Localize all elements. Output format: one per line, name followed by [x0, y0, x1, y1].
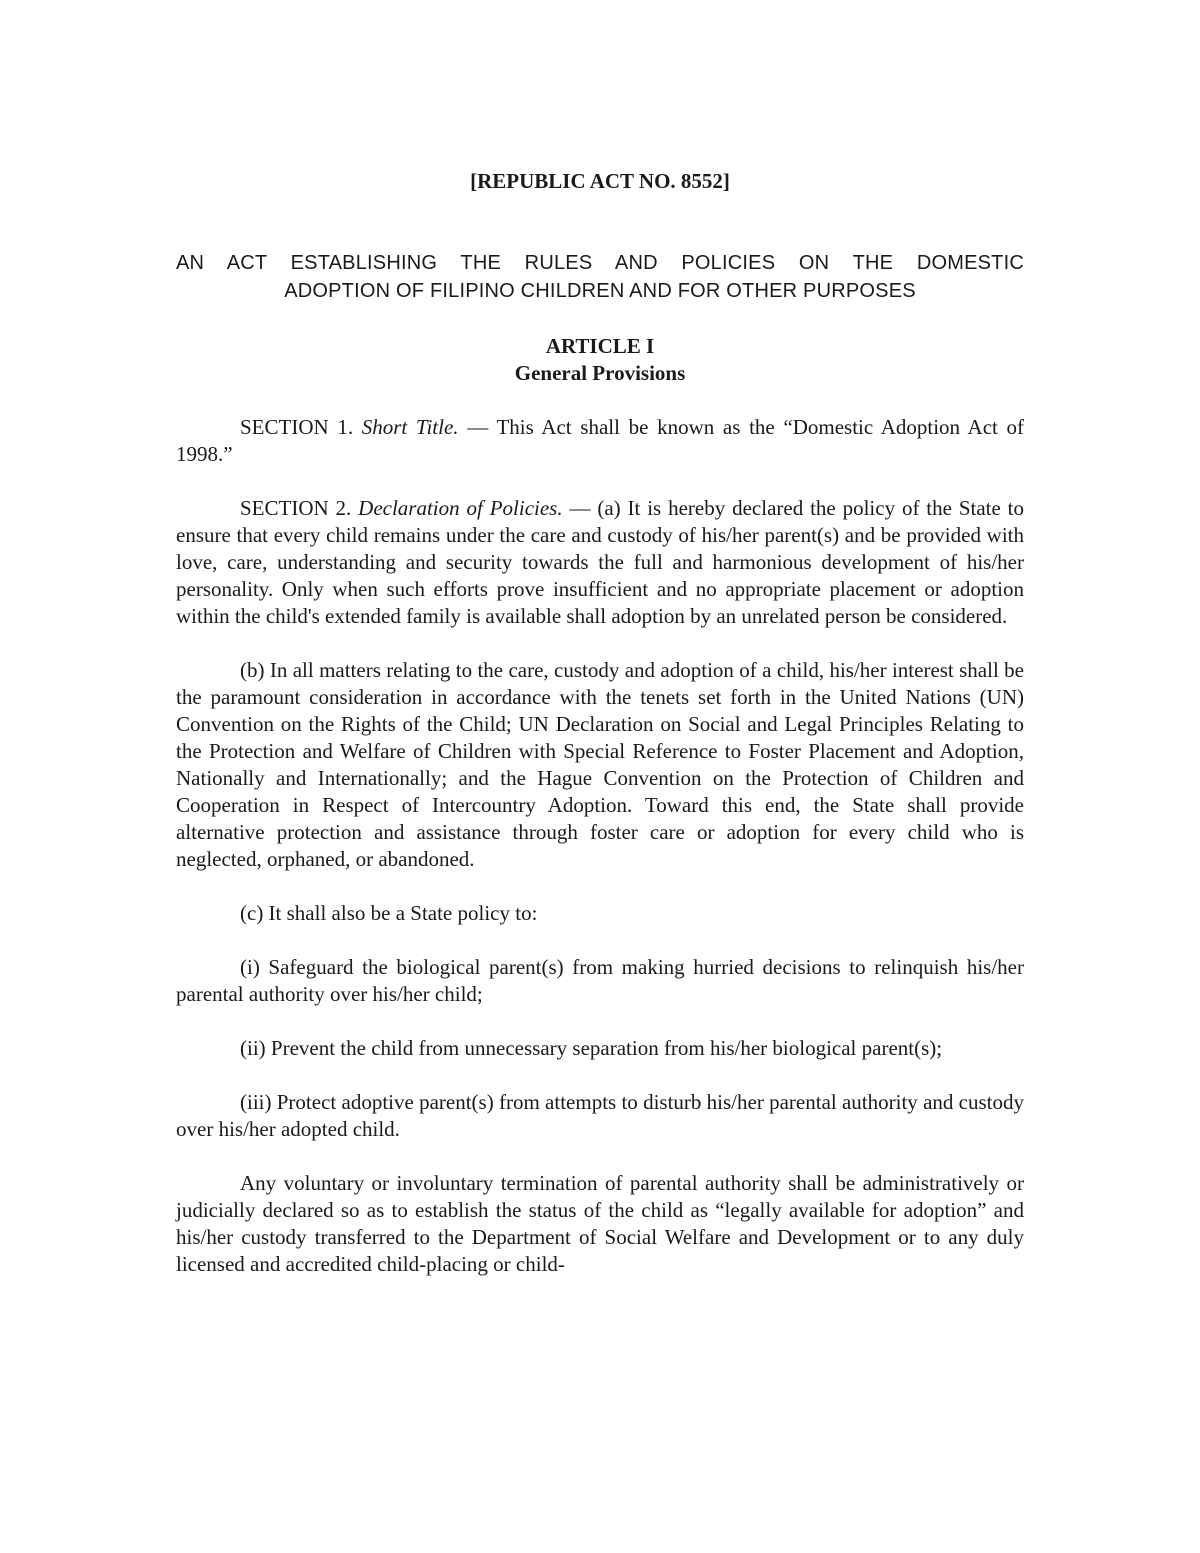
- section-2-para-a-text: — (a) It is hereby declared the policy of the State to ensure that every child remains under the care and custody of his/her parent(s) and be provided with love, care, understanding and security towards the full and harmonious development of his/her personality. Only when such efforts prove insufficient and no appropriate placement or adoption within the child's extended family is available shall adoption by an unrelated person be considered.: [176, 496, 1025, 628]
- article-title: General Provisions: [514, 361, 686, 385]
- act-title-line-2: ADOPTION OF FILIPINO CHILDREN AND FOR OTHER PURPOSES: [284, 280, 916, 302]
- section-2-item-ii: (ii) Prevent the child from unnecessary separation from his/her biological parent(s);: [240, 1036, 943, 1060]
- section-2-title: Declaration of Policies.: [358, 496, 563, 520]
- section-2-item-iii: (iii) Protect adoptive parent(s) from attempts to disturb his/her parental authority and custody over his/her adopted child.: [176, 1090, 1024, 1141]
- section-1-text: — This Act shall be known as the “Domestic Adoption Act of 1998.”: [176, 415, 1025, 466]
- section-1-title: Short Title.: [361, 415, 459, 439]
- document-body: [176, 168, 1024, 1278]
- section-2-label: SECTION 2.: [240, 496, 352, 520]
- act-title: [176, 249, 1024, 305]
- act-title-line-1: AN ACT ESTABLISHING THE RULES AND POLICIES ON THE DOMESTIC: [176, 252, 1024, 274]
- section-2-paragraph-a: [176, 495, 1024, 630]
- article-number: ARTICLE I: [545, 334, 655, 358]
- section-2-paragraph-c: (c) It shall also be a State policy to:: [240, 901, 538, 925]
- section-2-item-i: (i) Safeguard the biological parent(s) from making hurried decisions to relinquish his/her parental authority over his/her child;: [176, 955, 1024, 1006]
- section-2-paragraph-termination: Any voluntary or involuntary termination of parental authority shall be administratively or judicially declared so as to establish the status of the child as “legally available for adoption” and his/her custody transferred to the Department of Social Welfare and Development or to any duly licensed and accredited child-placing or child-: [176, 1171, 1024, 1276]
- act-number: [REPUBLIC ACT NO. 8552]: [470, 169, 730, 193]
- section-2-paragraph-b: (b) In all matters relating to the care, custody and adoption of a child, his/her interest shall be the paramount consideration in accordance with the tenets set forth in the United Nations (UN) Convention on the Rights of the Child; UN Declaration on Social and Legal Principles Relating to the Protection and Welfare of Children with Special Reference to Foster Placement and Adoption, Nationally and Internationally; and the Hague Convention on the Protection of Children and Cooperation in Respect of Intercountry Adoption. Toward this end, the State shall provide alternative protection and assistance through foster care or adoption for every child who is neglected, orphaned, or abandoned.: [176, 658, 1024, 871]
- section-1-label: SECTION 1.: [240, 415, 354, 439]
- article-heading: [176, 333, 1024, 387]
- section-1-paragraph: [176, 414, 1024, 468]
